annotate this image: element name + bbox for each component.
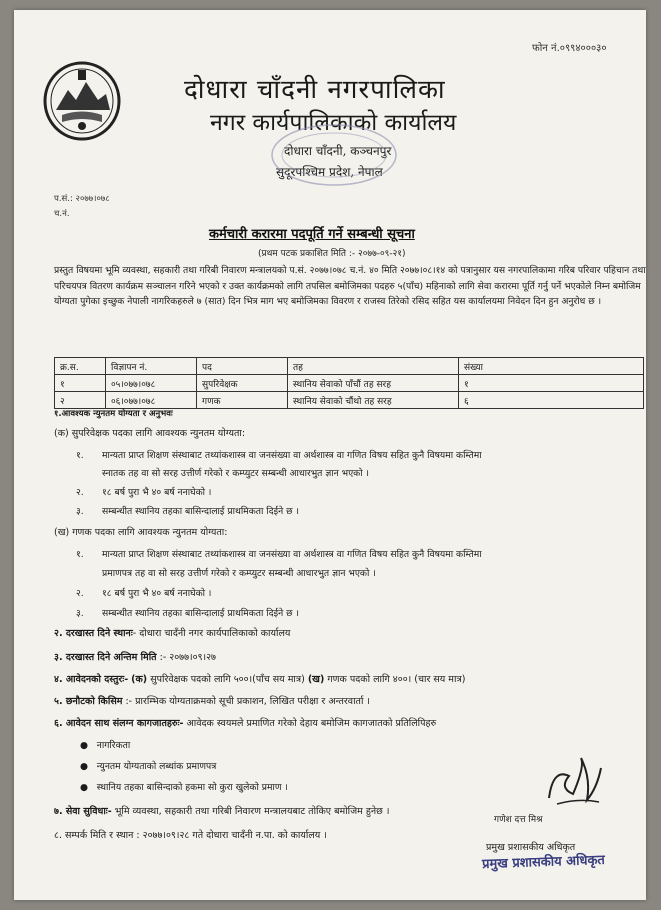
- dispatch-number: च.नं.: [54, 209, 70, 219]
- municipality-logo: [42, 60, 122, 142]
- office-province: सुदूरपश्चिम प्रदेश, नेपाल: [276, 165, 383, 179]
- required-documents: [54, 716, 436, 729]
- fee-tag-a: (क): [131, 674, 148, 685]
- reference-number: प.सं.: २०७७।०७८: [54, 194, 110, 204]
- office-stamp: [254, 120, 414, 190]
- list-item: मान्यता प्राप्त शिक्षण संस्थाबाट तथ्यांकशास्त्र वा जनसंख्या वा अर्थशास्त्र वा गणित विषय सहित कुनै विषयमा कम्तिमा: [102, 450, 482, 461]
- selection-method-label: ५. छनौटको किसिम: [54, 696, 123, 707]
- required-documents-value: आवेदक स्वयमले प्रमाणित गरेको देहाय बमोजिम कागजातको प्रतिलिपिहरु: [186, 718, 437, 729]
- supervisor-heading: (क) सुपरिवेक्षक पदका लागि आवश्यक न्युनतम योग्यता:: [54, 428, 246, 439]
- cell-ad-number: ०५।०७७।०७८: [106, 375, 197, 392]
- application-fee-label: ४. आवेदनको दस्तुरः-: [54, 674, 129, 685]
- handwritten-signature: [539, 748, 609, 818]
- notice-title: कर्मचारी करारमा पदपूर्ति गर्ने सम्बन्धी सूचना: [209, 227, 415, 242]
- office-name: नगर कार्यपालिकाको कार्यालय: [210, 110, 457, 136]
- service-facility-label: ७. सेवा सुविधाः-: [54, 806, 112, 817]
- cell-level: स्थानिय सेवाको पाँचौं तह सरह: [288, 375, 459, 392]
- list-item: मान्यता प्राप्त शिक्षण संस्थाबाट तथ्यांकशास्त्र वा जनसंख्या वा अर्थशास्त्र वा गणित विषय सहित कुनै विषयमा कम्तिमा: [102, 549, 482, 560]
- service-facility-value: भूमि व्यवस्था, सहकारी तथा गरिबी निवारण मन्त्रालयबाट तोकिए बमोजिम हुनेछ ।: [114, 806, 390, 817]
- signatory-stamp: प्रमुख प्रशासकीय अधिकृत: [481, 852, 606, 873]
- list-item-number: ३.: [76, 608, 84, 619]
- notice-paper: [14, 10, 646, 900]
- application-deadline-label: ३. दरखास्त दिने अन्तिम मिति: [54, 652, 157, 663]
- col-ad-number: विज्ञापन नं.: [106, 358, 197, 375]
- list-item: सम्बन्धीत स्थानिय तहका बासिन्दालाई प्राथमिकता दिईने छ ।: [102, 608, 299, 619]
- list-item-number: २.: [76, 588, 84, 599]
- cell-position: सुपरिवेक्षक: [197, 375, 288, 392]
- office-address: दोधारा चाँदनी, कञ्चनपुर: [284, 144, 392, 158]
- list-item: १८ बर्ष पुरा भै ४० बर्ष ननाघेको ।: [102, 487, 212, 498]
- table-row: [55, 375, 644, 392]
- table-header-row: [55, 358, 644, 375]
- required-documents-label: ६. आवेदन साथ संलग्न कागजातहरुः-: [54, 718, 184, 729]
- application-place: [54, 626, 290, 639]
- doc-citizenship: नागरिकता: [96, 740, 131, 751]
- notice-intro: प्रस्तुत विषयमा भूमि व्यवस्था, सहकारी तथा गरिबी निवारण मन्त्रालयको प.सं. २०७७।०७८ च.नं. ४० मिति २०७७।०८।१४ को पत्रानुसार यस नगरपालिकामा गरिब परिवार पहिचान तथा परिचयपत्र वितरण कार्यक्रम सञ्चालन गरिने भएको र उक्त कार्यक्रमको लागि तपसिल बमोजिमका पदहरु ५(पाँच) महिनाको लागि सेवा करारमा पूर्ति गर्नु पर्ने भएकोले निम्न बमोजिम योग्यता पुगेका इच्छुक नेपाली नागरिकहरुले ७ (सात) दिन भित्र माग भए बमोजिमका विवरण र राजस्व तिरेको रसिद सहित यस कार्यालयमा निवेदन दिन हुन अनुरोध छ ।: [54, 265, 646, 307]
- list-item-number: २.: [76, 487, 84, 498]
- col-position: पद: [197, 358, 288, 375]
- cell-serial: २: [55, 392, 106, 409]
- application-deadline: [54, 650, 216, 663]
- application-place-value: - दोधारा चादँनी नगर कार्यपालिकाको कार्यालय: [132, 628, 291, 639]
- selection-method: [54, 694, 370, 707]
- signatory-title: प्रमुख प्रशासकीय अधिकृत: [486, 842, 576, 853]
- signatory-name: गणेश दत्त मिश्र: [494, 815, 543, 825]
- cell-count: ६: [459, 392, 644, 409]
- cell-ad-number: ०६।०७७।०७८: [106, 392, 197, 409]
- doc-residency: स्थानिय तहका बासिन्दाको हकमा सो कुरा खुलेको प्रमाण ।: [96, 782, 288, 793]
- list-item: ● न्युनतम योग्यताको लब्धांक प्रमाणपत्र: [80, 761, 217, 772]
- col-level: तह: [288, 358, 459, 375]
- list-item: ● स्थानिय तहका बासिन्दाको हकमा सो कुरा खुलेको प्रमाण ।: [80, 782, 288, 793]
- application-deadline-value: :- २०७७।०९।२७: [159, 652, 216, 663]
- col-serial: क्र.स.: [55, 358, 106, 375]
- cell-count: १: [459, 375, 644, 392]
- phone-number: फोन नं.०९९४०००३०: [532, 43, 607, 54]
- list-item-number: ३.: [76, 506, 84, 517]
- org-name: दोधारा चाँदनी नगरपालिका: [184, 75, 446, 105]
- cell-level: स्थानिय सेवाको चौंथो तह सरह: [288, 392, 459, 409]
- service-facility: [54, 804, 389, 817]
- publish-date: (प्रथम पटक प्रकाशित मिति :- २०७७-०९-२१): [258, 249, 406, 259]
- cell-serial: १: [55, 375, 106, 392]
- list-item: प्रमाणपत्र तह वा सो सरह उत्तीर्ण गरेको र कम्प्युटर सम्बन्धी आधारभुत ज्ञान भएको ।: [102, 568, 376, 579]
- doc-marksheet: न्युनतम योग्यताको लब्धांक प्रमाणपत्र: [96, 761, 217, 772]
- list-item-number: १.: [76, 549, 84, 560]
- fee-supervisor: सुपरिवेक्षक पदको लागि ५००।(पाँच सय मात्र): [150, 674, 305, 685]
- fee-tag-b: (ख): [307, 674, 325, 685]
- list-item: १८ बर्ष पुरा भै ४० बर्ष ननाघेको ।: [102, 588, 212, 599]
- list-item-number: १.: [76, 450, 84, 461]
- cell-position: गणक: [197, 392, 288, 409]
- list-item: स्नातक तह वा सो सरह उत्तीर्ण गरेको र कम्प्युटर सम्बन्धी आधारभुत ज्ञान भएको ।: [102, 468, 369, 479]
- table-row: [55, 392, 644, 409]
- contact-info: ८. सम्पर्क मिति र स्थान : २०७७।०९।२८ गते दोधारा चादँनी न.पा. को कार्यालय ।: [54, 830, 327, 841]
- vacancy-table: [54, 357, 644, 409]
- list-item: सम्बन्धीत स्थानिय तहका बासिन्दालाई प्राथमिकता दिईने छ ।: [102, 506, 299, 517]
- qualification-heading: १.आवश्यक न्युनतम योग्यता र अनुभवः: [54, 409, 173, 419]
- list-item: ● नागरिकता: [80, 740, 131, 751]
- col-count: संख्या: [459, 358, 644, 375]
- enumerator-heading: (ख) गणक पदका लागि आवश्यक न्युनतम योग्यता:: [54, 527, 228, 538]
- application-fee: [54, 672, 465, 685]
- selection-method-value: :- प्रारम्भिक योग्यताक्रमको सूची प्रकाशन, लिखित परीक्षा र अन्तरवार्ता ।: [125, 696, 371, 707]
- fee-enumerator: गणक पदको लागि ४००। (चार सय मात्र): [327, 674, 466, 685]
- application-place-label: २. दरखास्त दिने स्थानः: [54, 628, 133, 639]
